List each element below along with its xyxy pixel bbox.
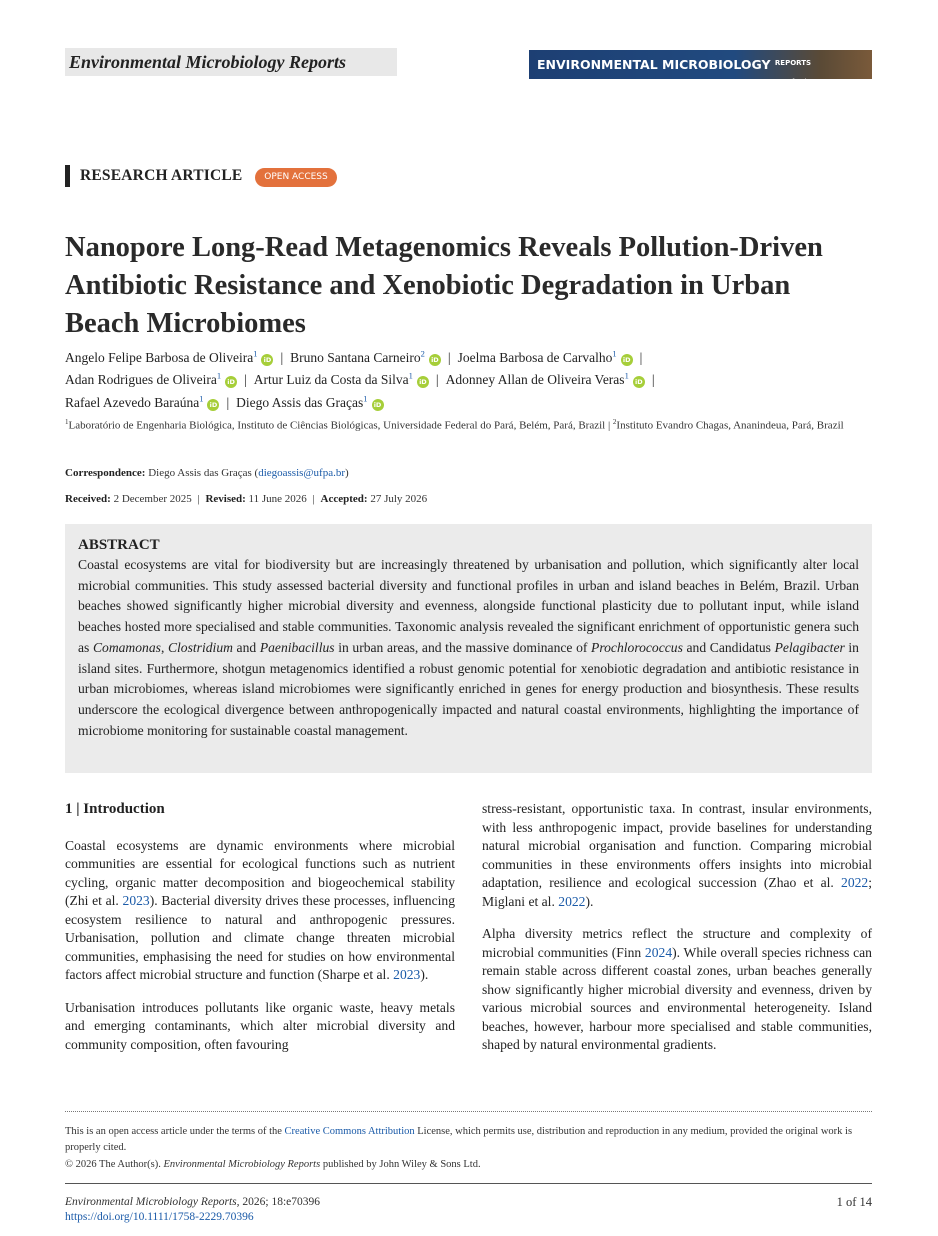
author[interactable] [65, 350, 273, 365]
affiliation-1: Laboratório de Engenharia Biológica, Instituto de Ciências Biológicas, Universidade Federal do Pará, Belém, Pará, Brazil [68, 419, 606, 432]
abstract-segment: in urban areas, and the massive dominance of [334, 639, 592, 655]
orcid-icon[interactable]: iD [207, 399, 219, 411]
license-note [65, 1124, 872, 1156]
text-segment: ). While overall species richness can remain stable across different coastal zones, urban beaches generally show significantly higher microbial diversity and evenness, driven by various microbial sources and environmental heterogeneity. Island beaches, however, harbour more specialised and stable communities, shaped by natural environmental gradients. [482, 944, 872, 1052]
correspondence-close: ) [345, 467, 349, 479]
genus-name: Prochlorococcus [591, 639, 683, 655]
article-type-bar [65, 165, 70, 187]
correspondence-email-link[interactable]: diegoassis@ufpa.br [258, 467, 346, 479]
author-affiliation[interactable]: 1 [612, 348, 617, 358]
author-separator: | [280, 349, 284, 365]
genus-name: Clostridium [167, 639, 233, 655]
author-affiliation[interactable]: 1 [624, 370, 629, 381]
date-separator: | [312, 493, 315, 505]
author[interactable] [65, 395, 219, 410]
abstract-segment: , [160, 639, 168, 655]
footer-divider [65, 1183, 872, 1184]
author-list [65, 344, 875, 412]
copyright-journal: Environmental Microbiology Reports [163, 1159, 321, 1170]
banner-title: ENVIRONMENTAL MICROBIOLOGY [537, 57, 771, 72]
author-name[interactable]: Bruno Santana Carneiro [290, 349, 421, 365]
author-affiliation[interactable]: 1 [408, 370, 413, 381]
orcid-icon[interactable]: iD [633, 376, 645, 388]
affiliation-separator: | [607, 419, 611, 432]
banner-reports: REPORTS [774, 59, 812, 67]
paragraph [482, 800, 872, 911]
author[interactable] [65, 372, 237, 387]
abstract-segment: and [232, 639, 260, 655]
abstract-box [65, 524, 872, 773]
abstract-text [78, 555, 859, 741]
orcid-icon[interactable]: iD [621, 354, 633, 366]
section-heading-introduction: 1 | Introduction [65, 801, 165, 817]
footer-journal: Environmental Microbiology Reports, [65, 1196, 240, 1208]
author-name[interactable]: Angelo Felipe Barbosa de Oliveira [65, 349, 254, 365]
author-separator: | [651, 372, 655, 387]
author[interactable] [290, 350, 441, 365]
correspondence-label: Correspondence: [65, 467, 146, 479]
author-affiliation[interactable]: 2 [420, 348, 425, 358]
footnote-divider [65, 1111, 872, 1112]
article-dates [65, 493, 427, 505]
copyright-note [65, 1159, 481, 1170]
orcid-icon[interactable]: iD [225, 376, 237, 388]
license-link[interactable]: Creative Commons Attribution [284, 1126, 415, 1137]
citation-link[interactable]: 2023 [122, 893, 150, 908]
citation-link[interactable]: 2024 [644, 944, 673, 960]
affiliations [65, 413, 875, 435]
author[interactable] [446, 372, 645, 387]
author-affiliation[interactable]: 1 [363, 393, 368, 403]
author-affiliation[interactable]: 1 [253, 348, 258, 358]
author-separator: | [244, 372, 247, 387]
journal-banner [529, 50, 872, 83]
author[interactable] [236, 395, 383, 410]
paragraph [482, 925, 872, 1055]
author-name[interactable]: Diego Assis das Graças [236, 394, 364, 410]
text-segment: ; Miglani et al. [482, 875, 872, 909]
orcid-icon[interactable]: iD [417, 376, 429, 388]
author-name[interactable]: Joelma Barbosa de Carvalho [457, 349, 613, 365]
author[interactable] [458, 350, 633, 365]
journal-name: Environmental Microbiology Reports [65, 48, 397, 76]
received-label: Received: [65, 493, 111, 505]
body-column-right [482, 800, 872, 1069]
banner-open-access: Open Access [792, 78, 818, 83]
open-access-badge: OPEN ACCESS [255, 168, 337, 187]
text-segment: Alpha diversity metrics reflect the structure and complexity of microbial communities (Finn [482, 926, 872, 960]
text-segment: ). [420, 967, 429, 982]
affiliation-number: 1 [65, 418, 69, 426]
footer-citation [65, 1195, 320, 1225]
author-separator: | [435, 372, 439, 387]
text-segment: ). Bacterial diversity drives these processes, influencing ecosystem resilience to natural and anthropogenic pressures. Urbanisation, pollution and climate change threaten microbial communities, emphasising the need for studies on how environmental factors affect microbial structure and function (Sharpe et al. [65, 893, 455, 982]
accepted-date: 27 July 2026 [370, 493, 428, 505]
abstract-segment: Coastal ecosystems are vital for biodiversity but are increasingly threatened by urbanisation and pollution, which significantly alter local microbial communities. This study assessed bacterial diversity and functional profiles in urban and island beaches in Belém, Brazil. Urban beaches showed significantly higher microbial diversity and evenness, alongside functional plasticity due to pollutant input, while island beaches hosted more specialised and stable communities. Taxonomic analysis revealed the significant enrichment of opportunistic genera such as [78, 557, 859, 655]
paragraph [65, 837, 455, 985]
author-name[interactable]: Artur Luiz da Costa da Silva [253, 372, 409, 387]
author-name[interactable]: Rafael Azevedo Baraúna [65, 394, 200, 410]
citation-link[interactable]: 2023 [393, 967, 421, 982]
article-type: RESEARCH ARTICLE [80, 167, 243, 184]
author-affiliation[interactable]: 1 [216, 370, 222, 381]
correspondence-name: Diego Assis das Graças ( [148, 467, 259, 479]
genus-name: Comamonas [92, 639, 161, 655]
author-separator: | [447, 349, 451, 365]
affiliation-2: Instituto Evandro Chagas, Ananindeua, Pará, Brazil [616, 419, 844, 432]
abstract-heading: ABSTRACT [78, 537, 160, 553]
author-separator: | [639, 349, 643, 365]
date-separator: | [197, 493, 200, 505]
text-segment: © 2026 The Author(s). [65, 1159, 164, 1170]
genus-name: Pelagibacter [774, 639, 845, 655]
orcid-icon[interactable]: iD [429, 354, 441, 366]
paragraph: Urbanisation introduces pollutants like organic waste, heavy metals and emerging contaminants, which alter microbial diversity and community composition, often favouring [65, 999, 455, 1052]
affiliation-number: 2 [612, 418, 617, 426]
footer-volume: 2026; 18:e70396 [239, 1196, 320, 1208]
abstract-segment: in island sites. Furthermore, shotgun metagenomics identified a robust genomic potential for xenobiotic degradation and antibiotic resistance in urban microbiomes, whereas island microbiomes were significantly enriched in genes for energy production and biosynthesis. These results underscore the ecological divergence between anthropogenically impacted and natural coastal environments, highlighting the importance of microbiome monitoring for sustainable coastal management. [78, 639, 859, 738]
author[interactable] [254, 372, 429, 387]
author-name[interactable]: Adonney Allan de Oliveira Veras [445, 372, 625, 387]
text-segment: License, which permits use, distribution and reproduction in any medium, provided the original work is properly cited. [65, 1126, 853, 1153]
citation-link[interactable]: 2022 [558, 893, 586, 909]
correspondence [65, 467, 349, 479]
revised-label: Revised: [205, 493, 246, 505]
text-segment: published by John Wiley & Sons Ltd. [320, 1159, 481, 1170]
orcid-icon[interactable]: iD [261, 354, 273, 366]
received-date: 2 December 2025 [113, 493, 192, 505]
article-title: Nanopore Long-Read Metagenomics Reveals Pollution-Driven Antibiotic Resistance and Xenobiotic Degradation in Urban Beach Microbiomes [65, 232, 823, 339]
text-segment: ). [585, 893, 594, 909]
text-segment: stress-resistant, opportunistic taxa. In contrast, insular environments, with less anthropogenic impact, provide baselines for understanding natural microbial organisation and function. Comparing microbial communities in these environments offers insights into microbial adaptation, resilience and ecological succession (Zhao et al. [482, 801, 872, 890]
citation-link[interactable]: 2022 [841, 875, 869, 890]
author-name[interactable]: Adan Rodrigues de Oliveira [65, 372, 217, 387]
text-segment: Coastal ecosystems are dynamic environments where microbial communities are essential for ecological functions such as nutrient cycling, organic matter decomposition and biogeochemical stability (Zhi et al. [65, 837, 455, 908]
orcid-icon[interactable]: iD [372, 399, 384, 411]
body-column-left [65, 800, 455, 1068]
author-separator: | [226, 394, 230, 410]
accepted-label: Accepted: [320, 493, 368, 505]
page-number: 1 of 14 [836, 1195, 872, 1209]
genus-name: Paenibacillus [259, 639, 335, 655]
revised-date: 11 June 2026 [248, 493, 307, 505]
author-affiliation[interactable]: 1 [199, 393, 204, 403]
abstract-segment: and Candidatus [682, 639, 775, 655]
doi-link[interactable]: https://doi.org/10.1111/1758-2229.70396 [65, 1211, 254, 1223]
text-segment: This is an open access article under the terms of the [65, 1126, 285, 1137]
